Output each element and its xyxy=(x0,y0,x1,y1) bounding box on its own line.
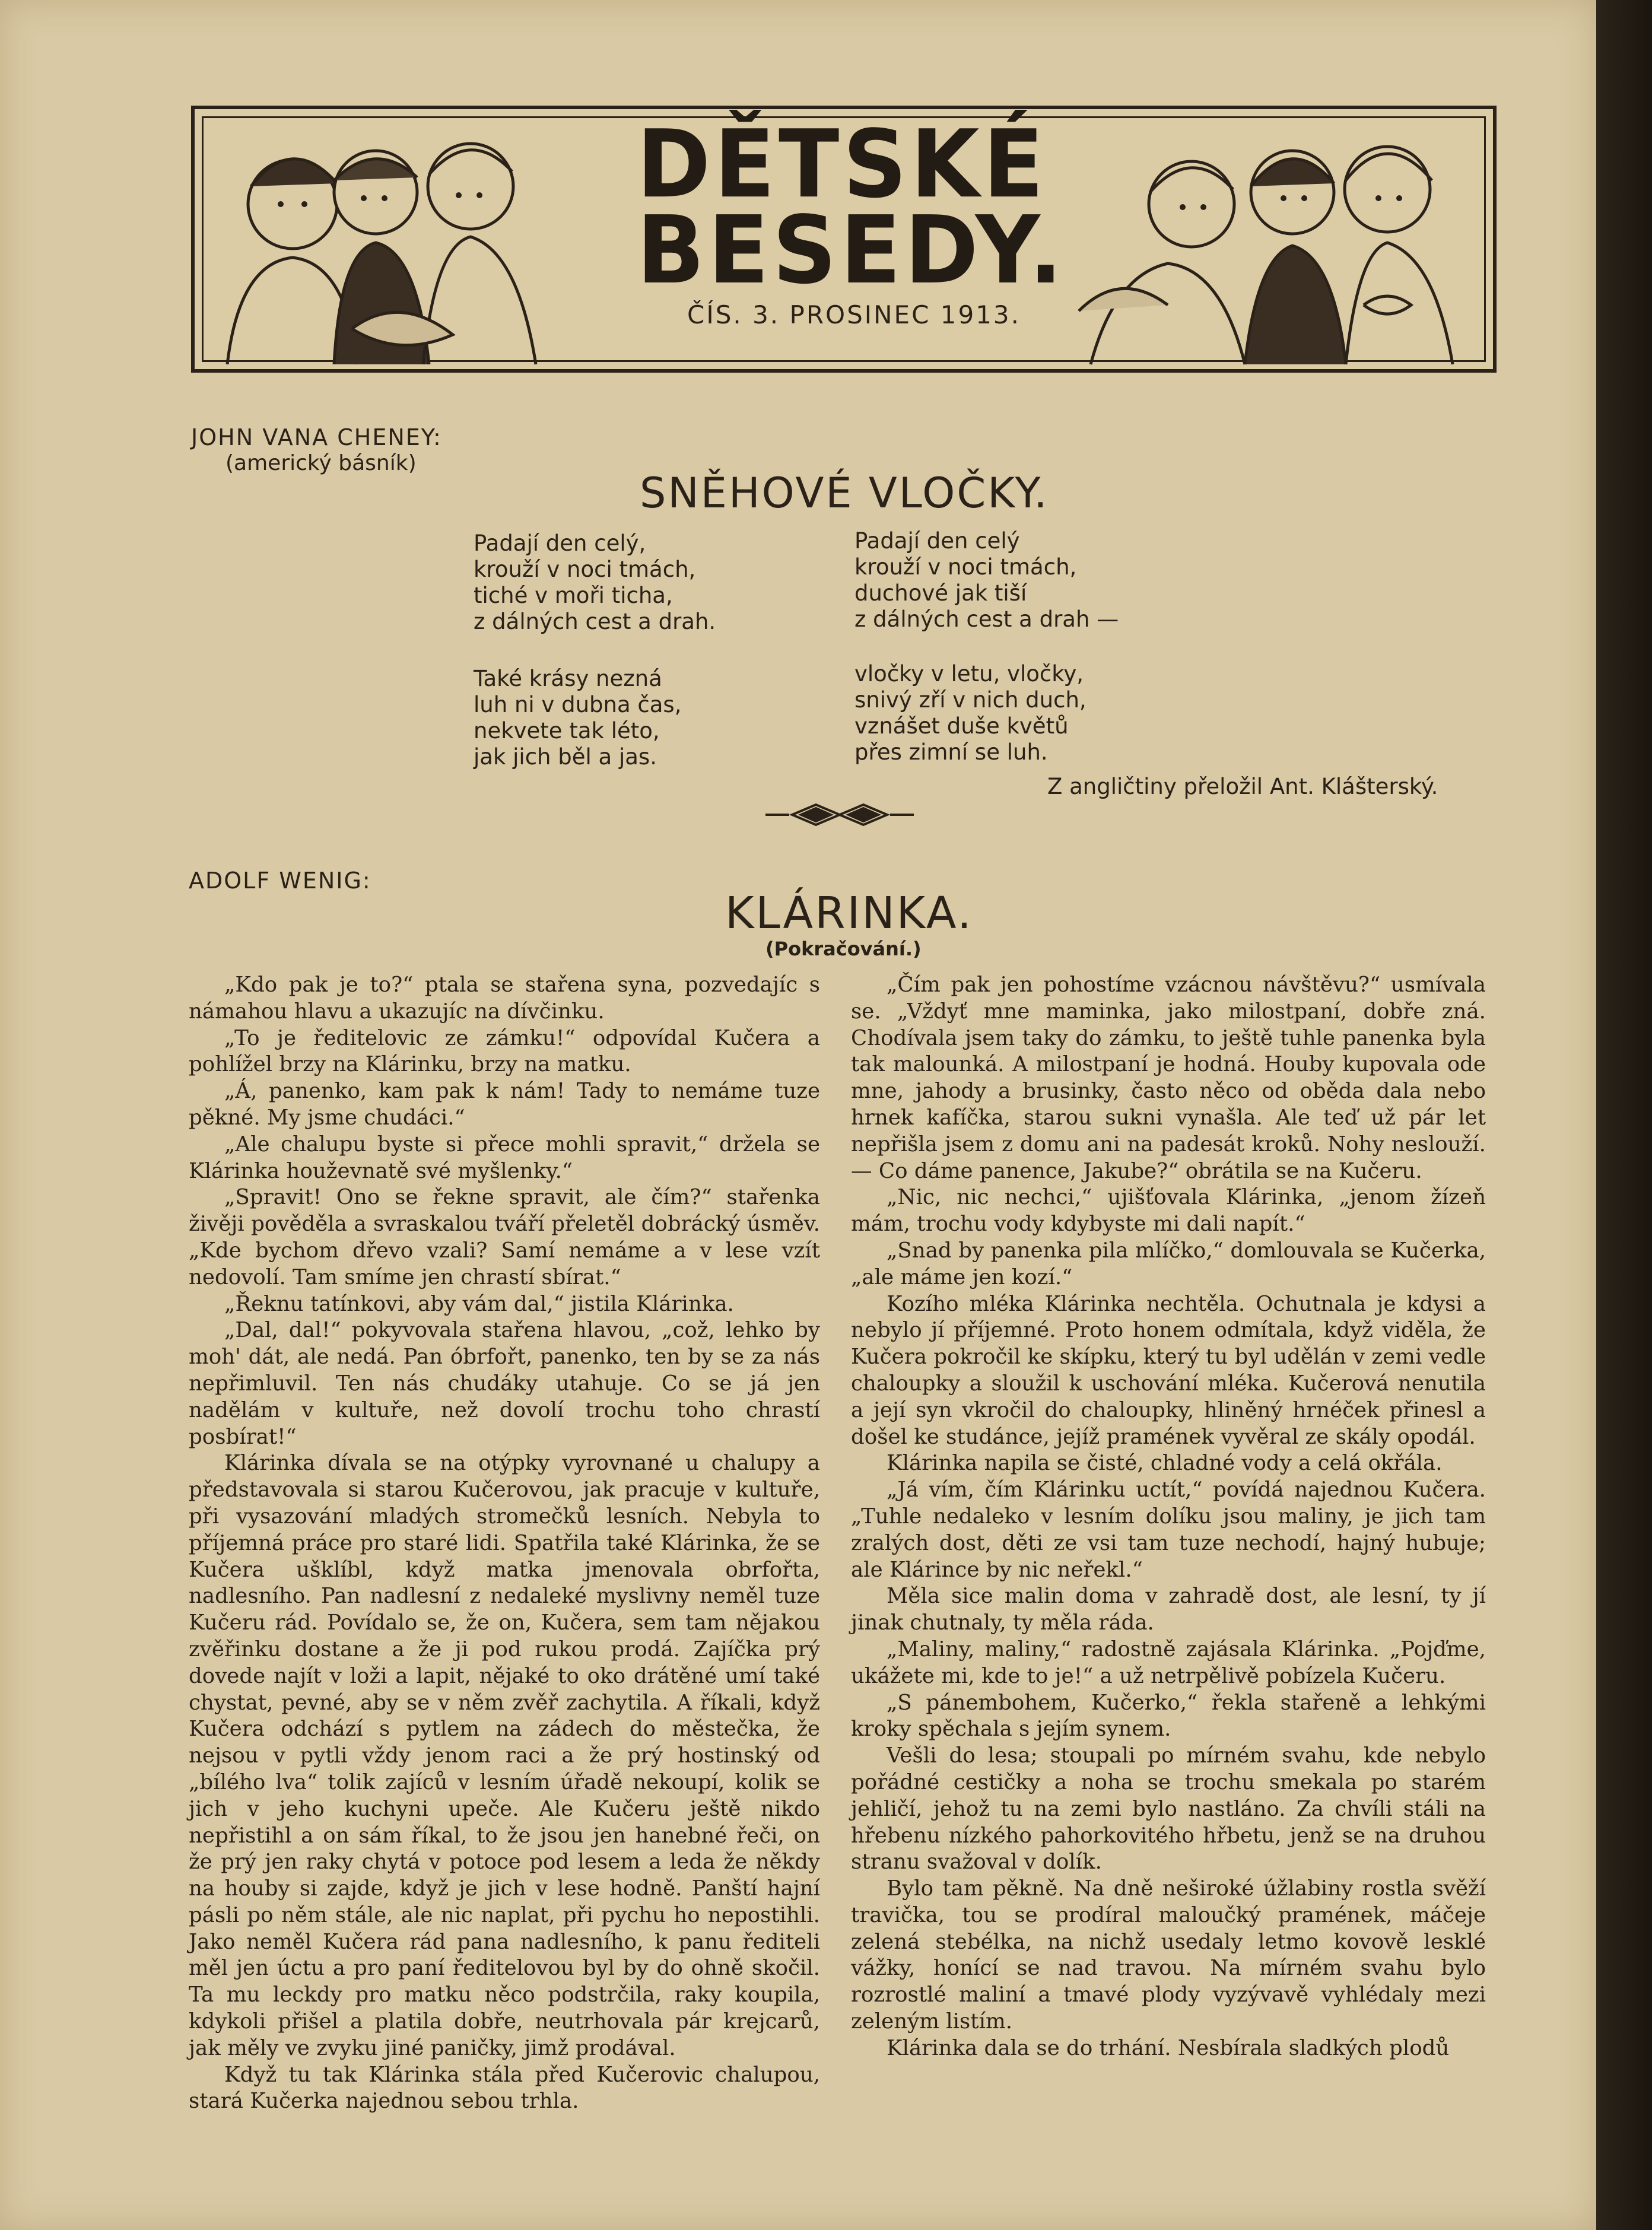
poem-right-stanza-1: Padají den celý krouží v noci tmách, duchové jak tiší z dálných cest a drah — xyxy=(854,528,1119,632)
paragraph: „Řeknu tatínkovi, aby vám dal,“ jistila Klárinka. xyxy=(224,1291,734,1316)
paragraph: „Spravit! Ono se řekne spravit, ale čím?“ stařenka živěji pověděla a svraskalou tváří přeletěl dobrácký úsměv. „Kde bychom dřevo vzali? Samí nemáme a v lese vzít nedovolí. Tam smíme jen chrastí sbírat.“ xyxy=(189,1185,820,1289)
page-binding-edge xyxy=(1596,0,1652,2230)
paragraph: Kozího mléka Klárinka nechtěla. Ochutnala je kdysi a nebylo jí příjemné. Proto honem odmítala, když viděla, že Kučera pokročil ke skípku, který tu byl udělán v zemi vedle chaloupky a sloužil k uschování mléka. Kučerová nenutila a její syn vkročil do chaloupky, hliněný hrnéček přinesl a došel ke studánce, jejíž pramének vyvěral ze skály opodál. xyxy=(851,1291,1486,1449)
children-illustration-right xyxy=(1067,115,1494,367)
paragraph: „Maliny, maliny,“ radostně zajásala Klárinka. „Pojďme, ukážete mi, kde to je!“ a už netrpělivě pobízela Kučeru. xyxy=(851,1637,1486,1688)
paragraph: „Ale chalupu byste si přece mohli spravit,“ držela se Klárinka houževnatě své myšlenky.“ xyxy=(189,1132,820,1183)
poem-author: JOHN VANA CHENEY: xyxy=(191,424,442,450)
paragraph: „Nic, nic nechci,“ ujišťovala Klárinka, „jenom žízeň mám, trochu vody kdybyste mi dali napít.“ xyxy=(851,1185,1486,1237)
paragraph: „Čím pak jen pohostíme vzácnou návštěvu?“ usmívala se. „Vždyť mne maminka, jako milostpaní, dobře zná. Chodívala jsem taky do zámku, to ještě tuhle panenka byla tak malounká. A milostpaní je hodná. Houby kupovala ode mne, jahody a brusinky, často něco od oběda dala nebo hrnek kafíčka, starou sukni vynašla. Ale teď už pár let nepřišla jsem z domu ani na padesát kroků. Nohy neslouží. — Co dáme panence, Jakube?“ obrátila se na Kučeru. xyxy=(851,973,1486,1183)
poem-title: SNĚHOVÉ VLOČKY. xyxy=(640,469,1049,517)
story-title: KLÁRINKA. xyxy=(725,888,973,939)
paragraph: „To je ředitelovic ze zámku!“ odpovídal Kučera a pohlížel brzy na Klárinku, brzy na matku. xyxy=(189,1025,820,1077)
story-author: ADOLF WENIG: xyxy=(189,868,371,894)
story-right-column xyxy=(851,972,1486,2062)
paragraph: „Já vím, čím Klárinku uctít,“ povídá najednou Kučera. „Tuhle nedaleko v lesním dolíku jsou maliny, je jich tam zralých dost, děti ze vsi tam tuze nechodí, hajný hubuje; ale Klárince by nic neřekl.“ xyxy=(851,1478,1486,1582)
ornamental-divider-icon xyxy=(765,800,914,830)
paragraph: Klárinka napila se čisté, chladné vody a celá okřála. xyxy=(887,1451,1443,1476)
paragraph: Měla sice malin doma v zahradě dost, ale lesní, ty jí jinak chutnaly, ty měla ráda. xyxy=(851,1584,1486,1635)
paragraph: Klárinka dala se do trhání. Nesbírala sladkých plodů xyxy=(887,2035,1450,2060)
story-subtitle: (Pokračování.) xyxy=(765,938,922,960)
paragraph: „Á, panenko, kam pak k nám! Tady to nemáme tuze pěkné. My jsme chudáci.“ xyxy=(189,1079,820,1130)
poem-left-stanza-2: Také krásy nezná luh ni v dubna čas, nekvete tak léto, jak jich běl a jas. xyxy=(474,666,682,770)
paragraph: „Snad by panenka pila mlíčko,“ domlouvala se Kučerka, „ale máme jen kozí.“ xyxy=(851,1238,1486,1289)
paragraph: „S pánembohem, Kučerko,“ řekla stařeně a lehkými kroky spěchala s jejím synem. xyxy=(851,1690,1486,1742)
paragraph: Klárinka dívala se na otýpky vyrovnané u chalupy a představovala si starou Kučerovou, jak pracuje v kultuře, při vysazování mladých stromečků lesních. Nebyla to příjemná práce pro staré lidi. Spatřila také Klárinka, že se Kučera ušklíbl, když matka jmenovala obrfořta, nadlesního. Pan nadlesní z nedaleké myslivny neměl tuze Kučeru rád. Povídalo se, že on, Kučera, sem tam nějakou zvěřinku dostane a že ji pod rukou prodá. Zajíčka prý dovede najít v loži a lapit, nějaké to oko drátěné umí také chystat, pevné, aby se v něm zvěř zachytila. A říkali, když Kučera odchází s pytlem na zádech do městečka, že nejsou v pytli vždy jenom raci a že prý hostinský od „bílého lva“ tolik zajíců v lesním úřadě nekoupí, kolik se jich v jeho kuchyni upeče. Ale Kučeru ještě nikdo nepřistihl a on sám říkal, to že jsou jen hanebné řeči, on že prý jen raky chytá v potoce pod lesem a leda že někdy na houby si zajde, když je jich v lese hodně. Panští hajní pásli po něm stále, ale nic naplat, při pychu ho nepostihli. Jako neměl Kučera rád pana nadlesního, k panu řediteli měl jen úctu a pro paní ředitelovou byl by do ohně skočil. Ta mu leckdy pro matku něco podstrčila, raky koupila, kdykoli přišel a platila dobře, neutrhovala pár krejcarů, jak měly ve zvyku jiné paničky, jimž prodával. xyxy=(189,1451,820,2060)
magazine-title: DĚTSKÉ BESEDY. xyxy=(637,110,1066,305)
issue-line: ČÍS. 3. PROSINEC 1913. xyxy=(687,300,1021,329)
paragraph: „Dal, dal!“ pokyvovala stařena hlavou, „což, lehko by moh' dát, ale nedá. Pan óbrfořt, panenko, ten by se za nás nepřimluvil. Ten nás chudáky utahuje. Co se já jen nadělám v kultuře, než dovolí trochu toho chrastí posbírat!“ xyxy=(189,1318,820,1449)
poem-translator-credit: Z angličtiny přeložil Ant. Klášterský. xyxy=(1047,774,1438,799)
children-illustration-left xyxy=(204,115,631,367)
poem-left-stanza-1: Padají den celý, krouží v noci tmách, tiché v moři ticha, z dálných cest a drah. xyxy=(474,531,716,634)
poem-author-note: (americký básník) xyxy=(225,451,417,475)
masthead-banner xyxy=(191,106,1497,373)
paragraph: Vešli do lesa; stoupali po mírném svahu, kde nebylo pořádné cestičky a noha se trochu smekala po starém jehličí, jehož tu na zemi bylo nastláno. Za chvíli stáli na hřebenu nízkého pahorkovitého hřbetu, jenž se na druhou stranu svažoval v dolík. xyxy=(851,1743,1486,1875)
paragraph: Bylo tam pěkně. Na dně neširoké úžlabiny rostla svěží travička, tou se prodíral maloučký pramének, máčeje zelená stebélka, na nichž usedaly letmo kovově lesklé vážky, honící se nad travou. Na mírném svahu bylo rozrostlé maliní a tmavé plody vyzývavě vyhlédaly mezi zeleným listím. xyxy=(851,1876,1486,2034)
paragraph: „Kdo pak je to?“ ptala se stařena syna, pozvedajíc s námahou hlavu a ukazujíc na dívčinku. xyxy=(189,973,820,1024)
story-left-column xyxy=(189,972,820,2115)
poem-right-stanza-2: vločky v letu, vločky, snivý zří v nich duch, vznášet duše květů přes zimní se luh. xyxy=(854,661,1086,765)
paragraph: Když tu tak Klárinka stála před Kučerovic chalupou, stará Kučerka najednou sebou trhla. xyxy=(189,2062,820,2114)
